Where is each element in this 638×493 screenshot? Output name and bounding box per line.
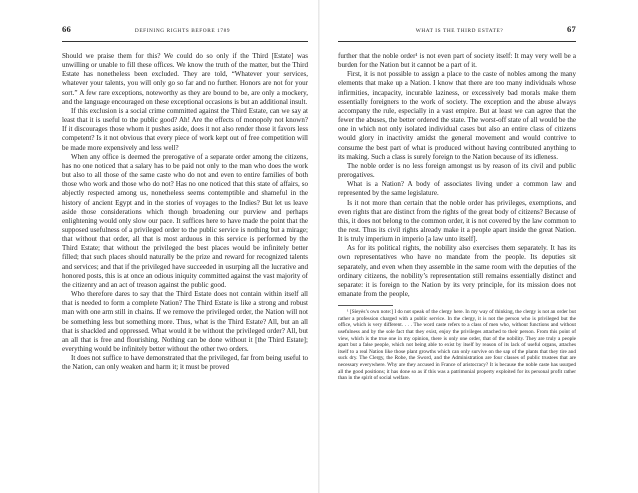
- left-paragraph-5: It does not suffice to have demonstrated that the privileged, far from being useful to the Nation, can only weaken and harm it; it must be proved: [62, 354, 308, 372]
- right-paragraph-3: The noble order is no less foreign amongst us by reason of its civil and public prerogatives.: [338, 161, 576, 180]
- footnote-rule: [338, 305, 393, 306]
- right-page: [319, 0, 638, 493]
- right-paragraph-6: As for its political rights, the nobility also exercises them separately. It has its own representatives who have no mandate from the people. Its deputies sit separately, and even when they assemble in the same room with the deputies of the ordinary citizens, the nobility’s representation still remains essentially distinct and separate: it is foreign to the Nation by its very principle, for its mission does not emanate from the people,: [338, 244, 576, 299]
- left-paragraph-4: Who therefore dares to say that the Third Estate does not contain within itself all that is needed to form a complete Nation? The Third Estate is like a strong and robust man with one arm still in chains. If we remove the privileged order, the Nation will not be something less but something more. Thus, what is the Third Estate? All, but an all that is shackled and oppressed. What would it be without the privileged order? All, but an all that is free and flourishing. Nothing can be done without it [the Third Estate]; everything would be infinitely better without the other two orders.: [62, 290, 308, 353]
- left-page-number: 66: [62, 24, 71, 34]
- right-paragraph-2: First, it is not possible to assign a place to the caste of nobles among the many elements that make up a Nation. I know that there are too many individuals whose infirmities, incapacity, incurable laziness, or excessively bad morals make them essentially foreigners to the work of society. The exception and the abuse always accompany the rule, especially in a vast empire. But at least we can agree that the fewer the abuses, the better ordered the state. The worst-off state of all would be the one in which not only isolated individual cases but also an entire class of citizens would glory in inactivity amidst the general movement and would contrive to consume the best part of what is produced without having contributed anything to its making. Such a class is surely foreign to the Nation because of its idleness.: [338, 70, 576, 161]
- right-running-head: [338, 24, 576, 38]
- right-head-rule: [338, 41, 576, 42]
- left-running-head-title: DEFINING RIGHTS BEFORE 1789: [134, 28, 231, 34]
- right-paragraph-5: Is it not more than certain that the noble order has privileges, exemptions, and even rights that are distinct from the rights of the great body of citizens? Because of this, it does not belong to the common order, it is not covered by the law common to the rest. Thus its civil rights already make it a people apart inside the great Nation. It is truly imperium in imperio [a law unto itself].: [338, 198, 576, 244]
- right-page-number: 67: [567, 24, 576, 34]
- footnote: ¹ [Sieyès’s own note:] I do not speak of the clergy here. In my way of thinking, the clergy is not an order but rather a profession charged with a public service. In the clergy, it is not the person who is privileged but the office, which is very different. . . . The word caste refers to a class of men who, without functions and without usefulness and by the sole fact that they exist, enjoy the privileges attached to their person. From this point of view, which is the true one in my opinion, there is only one order, that of the nobility. They are truly a people apart but a false people, which not being able to exist by itself by reason of its lack of useful organs, attaches itself to a real Nation like those plant growths which can only survive on the sap of the plants that they tire and suck dry. The Clergy, the Robe, the Sword, and the Administration are four classes of public trustees that are necessary everywhere. Why are they accused in France of aristocracy? It is because the noble caste has usurped all the good positions; it has done so as if this was a patrimonial property exploited for its personal profit rather than in the spirit of social welfare.: [338, 309, 576, 382]
- left-running-head: [62, 24, 308, 38]
- left-paragraph-1: Should we praise them for this? We could do so only if the Third [Estate] was unwilling or unable to fill these offices. We know the truth of the matter, but the Third Estate has nonetheless been excluded. They are told, “Whatever your services, whatever your talents, you will only go so far and no further. Honors are not for your sort.” A few rare exceptions, noteworthy as they are bound to be, are only a mockery, and the language encouraged on these exceptional occasions is but an additional insult.: [62, 52, 308, 106]
- left-head-rule: [62, 41, 308, 42]
- right-paragraph-1: further that the noble order¹ is not even part of society itself: It may very well be a burden for the Nation but it cannot be a part of it.: [338, 52, 576, 70]
- left-paragraph-2: If this exclusion is a social crime committed against the Third Estate, can we say at least that it is useful to the public good? Ah! Are the effects of monopoly not known? If it discourages those whom it pushes aside, does it not also render those it favors less competent? Is it not obvious that every piece of work kept out of free competition will be made more expensively and less well?: [62, 106, 308, 152]
- left-paragraph-3: When any office is deemed the prerogative of a separate order among the citizens, has no one noticed that a salary has to be paid not only to the man who does the work but also to all those of the same caste who do not and even to entire families of both those who work and those who do not? Has no one noticed that this state of affairs, so abjectly respected among us, nonetheless seems contemptible and shameful in the history of ancient Egypt and in the stories of voyages to the Indies? But let us leave aside those considerations which though broadening our purview and perhaps enlightening would only slow our pace. It suffices here to have made the point that the supposed usefulness of a privileged order to the public service is nothing but a mirage; that without that order, all that is most arduous in this service is performed by the Third Estate; that without the privileged the best places would be infinitely better filled; that such places should naturally be the prize and reward for recognized talents and services; and that if the privileged have succeeded in usurping all the lucrative and honored posts, this is at once an odious iniquity committed against the vast majority of the citizenry and an act of treason against the public good.: [62, 152, 308, 289]
- right-running-head-title: WHAT IS THE THIRD ESTATE?: [415, 28, 504, 34]
- right-paragraph-4: What is a Nation? A body of associates living under a common law and represented by the same legislature.: [338, 180, 576, 198]
